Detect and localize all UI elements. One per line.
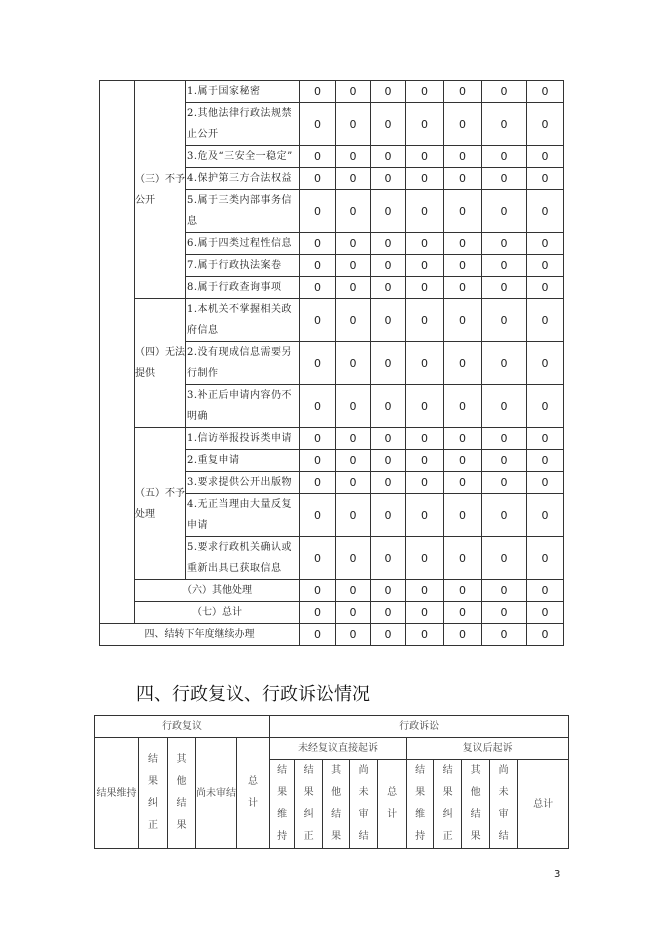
value-cell: 0 [371,190,406,233]
value-cell: 0 [406,277,444,299]
value-cell: 0 [482,580,527,602]
value-cell: 0 [406,385,444,428]
value-cell: 0 [336,146,371,168]
review-litigation-table [94,715,569,849]
value-cell: 0 [444,450,482,472]
value-cell: 0 [527,146,564,168]
direct-col-3 [350,760,378,849]
value-cell: 0 [300,494,336,537]
item-label: 6.属于四类过程性信息 [186,233,300,255]
value-cell: 0 [527,472,564,494]
value-cell: 0 [482,472,527,494]
value-cell: 0 [371,342,406,385]
value-cell: 0 [336,450,371,472]
review-col-1 [139,738,168,849]
review-col-3: 尚未审结 [196,738,237,849]
vertical-header-text: 总 计 [387,787,398,820]
value-cell: 0 [300,168,336,190]
value-cell: 0 [300,450,336,472]
direct-col-1 [295,760,323,849]
value-cell: 0 [371,537,406,580]
vertical-header-text: 总 计 [248,776,259,809]
value-cell: 0 [406,342,444,385]
value-cell: 0 [527,580,564,602]
value-cell: 0 [336,385,371,428]
value-cell: 0 [444,103,482,146]
value-cell: 0 [371,624,406,646]
value-cell: 0 [444,537,482,580]
value-cell: 0 [406,450,444,472]
vertical-header-text: 尚 未 审 结 [358,765,369,842]
value-cell: 0 [336,342,371,385]
direct-col-4 [378,760,407,849]
value-cell: 0 [371,580,406,602]
item-label: 4.保护第三方合法权益 [186,168,300,190]
vertical-header-text: 尚 未 审 结 [498,765,509,842]
value-cell: 0 [336,299,371,342]
value-cell: 0 [371,385,406,428]
value-cell: 0 [371,494,406,537]
after-col-3 [490,760,518,849]
after-col-1 [434,760,462,849]
item-label: 5.要求行政机关确认或重新出具已获取信息 [186,537,300,580]
value-cell: 0 [336,277,371,299]
item-label: 1.本机关不掌握相关政府信息 [186,299,300,342]
value-cell: 0 [482,428,527,450]
value-cell: 0 [444,81,482,103]
value-cell: 0 [444,602,482,624]
cat3-category: （三）不予公开 [135,81,186,299]
disclosure-results-table [99,80,564,646]
value-cell: 0 [406,190,444,233]
value-cell: 0 [336,472,371,494]
section-heading: 四、行政复议、行政诉讼情况 [136,684,370,705]
value-cell: 0 [336,580,371,602]
value-cell: 0 [482,342,527,385]
value-cell: 0 [371,602,406,624]
value-cell: 0 [371,472,406,494]
item-label: 3.补正后申请内容仍不明确 [186,385,300,428]
value-cell: 0 [527,450,564,472]
value-cell: 0 [336,624,371,646]
vertical-header-text: 其 他 结 果 [176,754,187,831]
value-cell: 0 [444,494,482,537]
value-cell: 0 [527,624,564,646]
value-cell: 0 [371,299,406,342]
vertical-header-text: 结 果 纠 正 [148,754,158,831]
value-cell: 0 [336,81,371,103]
after-col-2 [462,760,490,849]
value-cell: 0 [527,602,564,624]
value-cell: 0 [371,233,406,255]
item-label: 1.信访举报投诉类申请 [186,428,300,450]
item-label: 4.无正当理由大量反复申请 [186,494,300,537]
value-cell: 0 [482,190,527,233]
value-cell: 0 [300,277,336,299]
other-processing-row-label: （六）其他处理 [135,580,300,602]
outer-blank-cell [100,81,135,624]
value-cell: 0 [371,146,406,168]
value-cell: 0 [336,190,371,233]
item-label: 2.其他法律行政法规禁止公开 [186,103,300,146]
value-cell: 0 [300,385,336,428]
value-cell: 0 [406,494,444,537]
total-row-label: （七）总计 [135,602,300,624]
value-cell: 0 [527,277,564,299]
value-cell: 0 [527,385,564,428]
value-cell: 0 [406,233,444,255]
value-cell: 0 [527,342,564,385]
value-cell: 0 [300,602,336,624]
value-cell: 0 [482,624,527,646]
value-cell: 0 [482,277,527,299]
value-cell: 0 [406,146,444,168]
value-cell: 0 [406,537,444,580]
value-cell: 0 [300,472,336,494]
value-cell: 0 [482,385,527,428]
value-cell: 0 [444,277,482,299]
value-cell: 0 [444,190,482,233]
value-cell: 0 [371,255,406,277]
value-cell: 0 [527,233,564,255]
value-cell: 0 [300,146,336,168]
direct-col-2 [323,760,350,849]
value-cell: 0 [300,428,336,450]
review-col-2 [168,738,196,849]
carryover-row-label: 四、结转下年度继续办理 [100,624,300,646]
after-col-0 [407,760,434,849]
admin-litigation-header: 行政诉讼 [270,716,569,738]
value-cell: 0 [406,624,444,646]
value-cell: 0 [336,494,371,537]
value-cell: 0 [406,168,444,190]
value-cell: 0 [406,580,444,602]
direct-suit-header: 未经复议直接起诉 [270,738,407,760]
vertical-header-text: 结 果 维 持 [415,765,426,842]
value-cell: 0 [444,168,482,190]
value-cell: 0 [336,103,371,146]
value-cell: 0 [444,342,482,385]
value-cell: 0 [527,299,564,342]
value-cell: 0 [482,103,527,146]
value-cell: 0 [406,81,444,103]
value-cell: 0 [482,233,527,255]
value-cell: 0 [527,103,564,146]
item-label: 2.重复申请 [186,450,300,472]
value-cell: 0 [527,168,564,190]
value-cell: 0 [300,81,336,103]
item-label: 8.属于行政查询事项 [186,277,300,299]
review-col-4 [237,738,270,849]
value-cell: 0 [406,299,444,342]
value-cell: 0 [444,428,482,450]
admin-review-header: 行政复议 [95,716,270,738]
value-cell: 0 [300,299,336,342]
value-cell: 0 [527,190,564,233]
value-cell: 0 [482,255,527,277]
value-cell: 0 [300,233,336,255]
value-cell: 0 [444,624,482,646]
value-cell: 0 [300,624,336,646]
vertical-header-text: 其 他 结 果 [331,765,342,842]
item-label: 1.属于国家秘密 [186,81,300,103]
vertical-header-text: 结 果 纠 正 [442,765,453,842]
after-col-4: 总计 [518,760,569,849]
item-label: 3.要求提供公开出版物 [186,472,300,494]
cat4-category: （四）无法提供 [135,299,186,428]
value-cell: 0 [371,277,406,299]
value-cell: 0 [336,233,371,255]
value-cell: 0 [336,168,371,190]
value-cell: 0 [300,255,336,277]
value-cell: 0 [371,81,406,103]
value-cell: 0 [444,385,482,428]
value-cell: 0 [371,168,406,190]
value-cell: 0 [482,494,527,537]
value-cell: 0 [482,450,527,472]
item-label: 5.属于三类内部事务信息 [186,190,300,233]
value-cell: 0 [300,580,336,602]
value-cell: 0 [444,233,482,255]
value-cell: 0 [482,81,527,103]
review-col-0: 结果维持 [95,738,139,849]
item-label: 3.危及“三安全一稳定” [186,146,300,168]
value-cell: 0 [371,450,406,472]
value-cell: 0 [406,602,444,624]
value-cell: 0 [444,146,482,168]
value-cell: 0 [300,190,336,233]
value-cell: 0 [444,580,482,602]
value-cell: 0 [371,428,406,450]
value-cell: 0 [482,537,527,580]
after-review-suit-header: 复议后起诉 [407,738,569,760]
value-cell: 0 [482,299,527,342]
value-cell: 0 [336,255,371,277]
value-cell: 0 [336,428,371,450]
cat5-category: （五）不予处理 [135,428,186,580]
value-cell: 0 [300,103,336,146]
direct-col-0 [270,760,295,849]
vertical-header-text: 结 果 维 持 [277,765,288,842]
value-cell: 0 [300,342,336,385]
value-cell: 0 [482,602,527,624]
value-cell: 0 [527,255,564,277]
value-cell: 0 [527,537,564,580]
vertical-header-text: 其 他 结 果 [470,765,481,842]
value-cell: 0 [336,537,371,580]
value-cell: 0 [406,103,444,146]
item-label: 2.没有现成信息需要另行制作 [186,342,300,385]
value-cell: 0 [482,146,527,168]
value-cell: 0 [482,168,527,190]
value-cell: 0 [371,103,406,146]
value-cell: 0 [527,428,564,450]
value-cell: 0 [406,428,444,450]
value-cell: 0 [444,299,482,342]
value-cell: 0 [336,602,371,624]
value-cell: 0 [527,494,564,537]
item-label: 7.属于行政执法案卷 [186,255,300,277]
value-cell: 0 [444,255,482,277]
value-cell: 0 [406,255,444,277]
value-cell: 0 [444,472,482,494]
value-cell: 0 [527,81,564,103]
vertical-header-text: 结 果 纠 正 [303,765,314,842]
value-cell: 0 [300,537,336,580]
page-number: 3 [554,869,561,880]
value-cell: 0 [406,472,444,494]
